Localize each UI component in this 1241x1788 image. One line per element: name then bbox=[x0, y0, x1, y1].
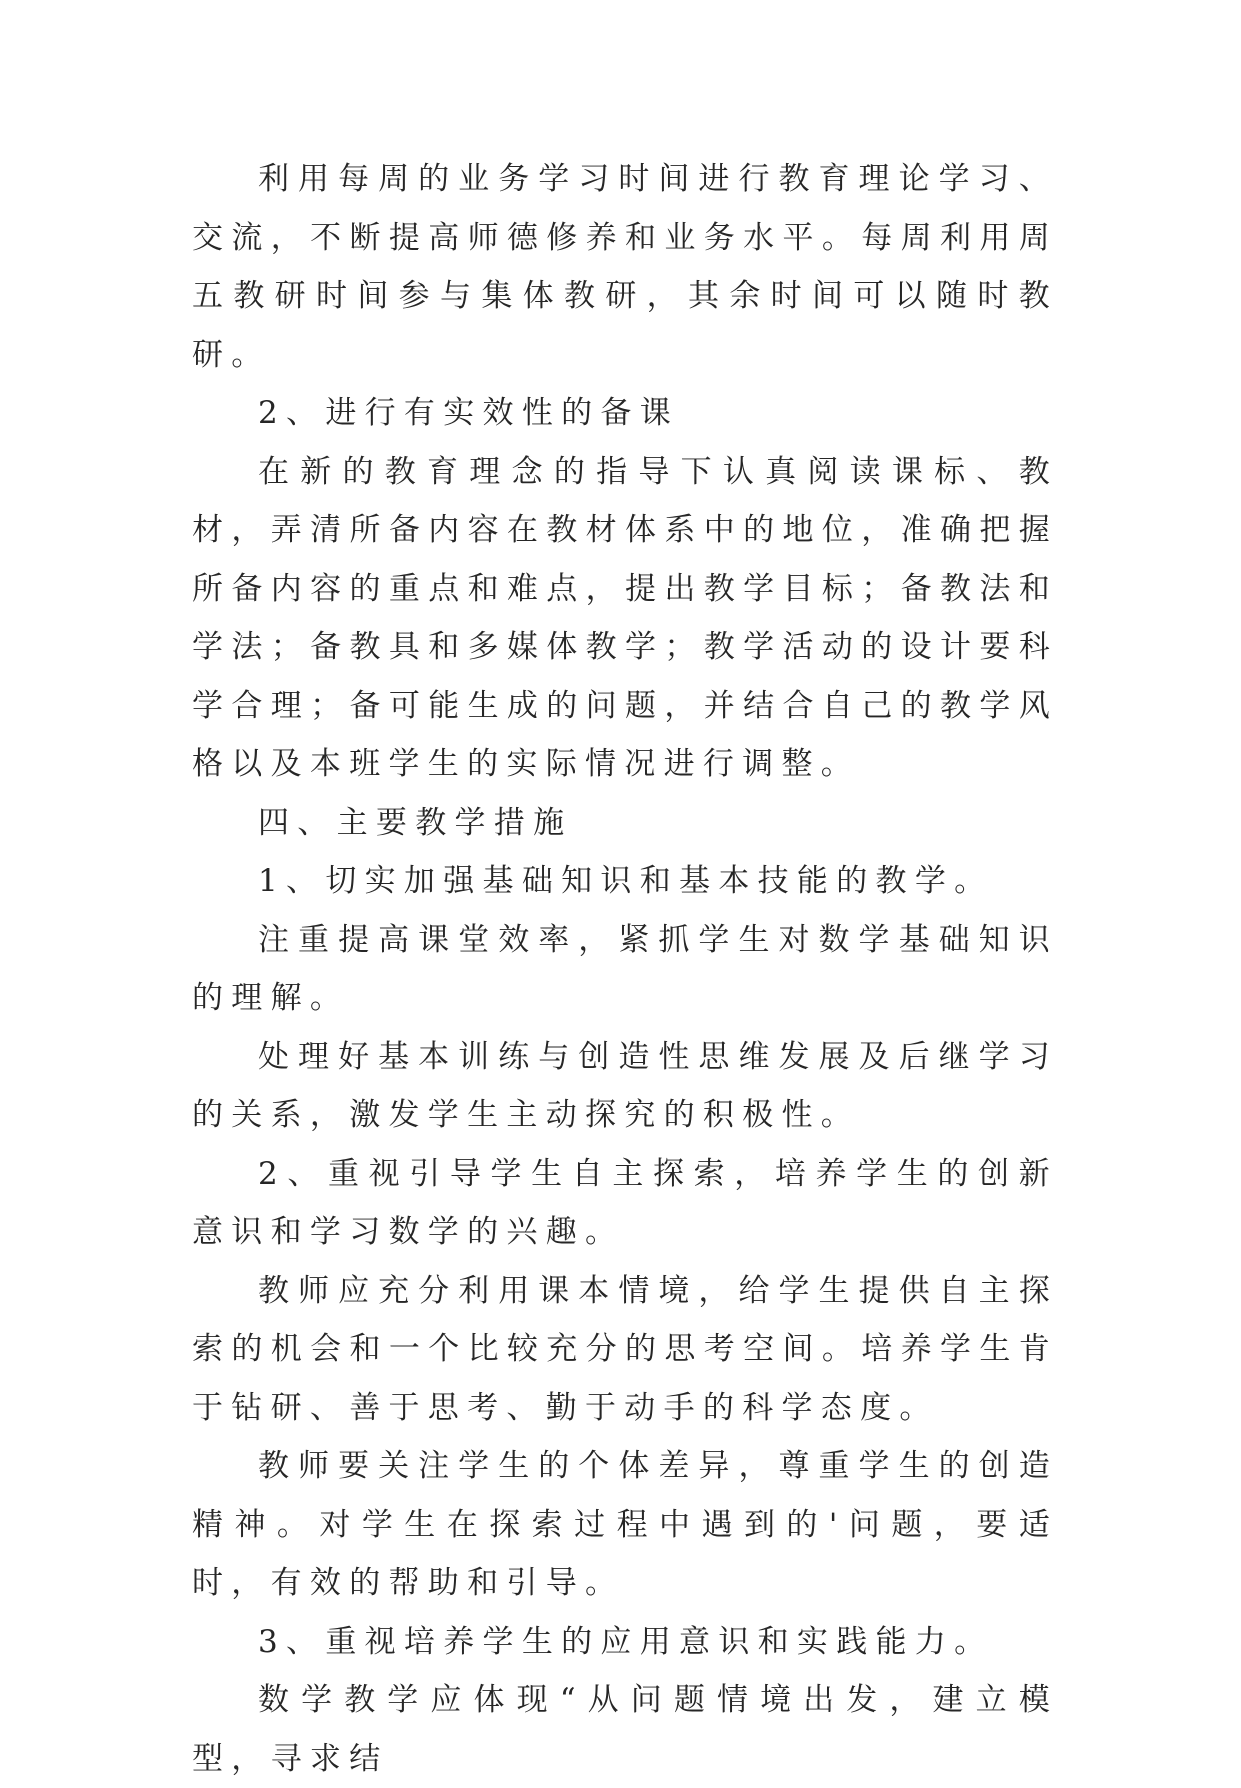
paragraph: 利用每周的业务学习时间进行教育理论学习、交流，不断提高师德修养和业务水平。每周利用周五教研时间参与集体教研，其余时间可以随时教研。 bbox=[192, 161, 1058, 373]
section-heading: 1、切实加强基础知识和基本技能的教学。 bbox=[258, 863, 994, 899]
section-heading: 四、主要教学措施 bbox=[258, 804, 573, 841]
paragraph: 注重提高课堂效率，紧抓学生对数学基础知识的理解。 bbox=[192, 921, 1058, 1016]
section-heading: 2、重视引导学生自主探索，培养学生的创新意识和学习数学的兴趣。 bbox=[192, 1155, 1058, 1250]
document-page bbox=[192, 150, 1058, 1788]
paragraph: 教师要关注学生的个体差异，尊重学生的创造精神。对学生在探索过程中遇到的'问题，要适时，有效的帮助和引导。 bbox=[192, 1448, 1058, 1601]
paragraph: 教师应充分利用课本情境，给学生提供自主探索的机会和一个比较充分的思考空间。培养学生肯于钻研、善于思考、勤于动手的科学态度。 bbox=[192, 1272, 1058, 1426]
paragraph: 处理好基本训练与创造性思维发展及后继学习的关系，激发学生主动探究的积极性。 bbox=[192, 1038, 1058, 1133]
paragraph: 数学教学应体现“从问题情境出发，建立模型，寻求结 bbox=[192, 1682, 1058, 1777]
paragraph: 在新的教育理念的指导下认真阅读课标、教材，弄清所备内容在教材体系中的地位，准确把握所备内容的重点和难点，提出教学目标；备教法和学法；备教具和多媒体教学；教学活动的设计要科学合理；备可能生成的问题，并结合自己的教学风格以及本班学生的实际情况进行调整。 bbox=[192, 453, 1058, 782]
section-heading: 2、进行有实效性的备课 bbox=[258, 395, 680, 431]
section-heading: 3、重视培养学生的应用意识和实践能力。 bbox=[258, 1623, 994, 1660]
